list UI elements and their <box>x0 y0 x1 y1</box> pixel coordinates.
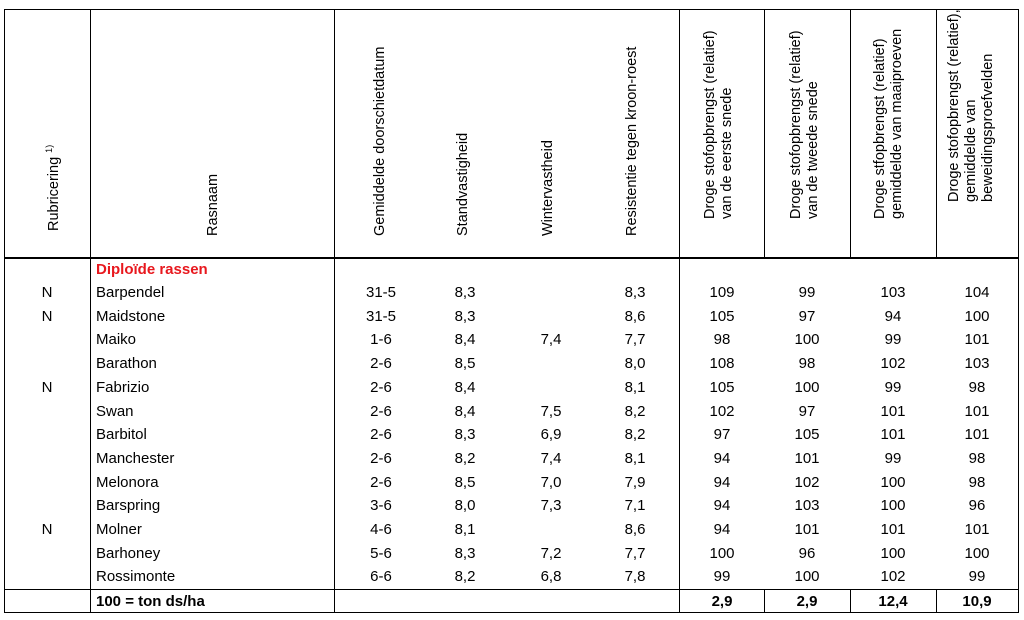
cell-maaiproeven: 101 <box>880 402 906 420</box>
cell-rasnaam: Maiko <box>96 331 137 349</box>
cell-eerste-snede: 100 <box>709 544 735 562</box>
cell-kroonroest: 8,2 <box>624 426 646 444</box>
cell-rubricering <box>4 400 90 424</box>
cell-standvastigheid: 8,4 <box>454 331 476 349</box>
cell-rubricering <box>4 423 90 447</box>
cell-standvastigheid: 8,2 <box>454 449 476 467</box>
cell-standvastigheid: 8,4 <box>454 378 476 396</box>
table-row <box>4 565 1019 589</box>
table-row <box>4 328 1019 352</box>
cell-tweede-snede: 105 <box>794 426 820 444</box>
cell-maaiproeven: 102 <box>880 568 906 586</box>
cell-rubricering <box>4 494 90 518</box>
cell-standvastigheid: 8,3 <box>454 544 476 562</box>
header-doorschietdatum: Gemiddelde doorschietdatum <box>372 46 388 236</box>
cell-beweiding: 98 <box>968 449 986 467</box>
cell-kroonroest: 8,6 <box>624 521 646 538</box>
cell-standvastigheid: 8,1 <box>454 521 476 538</box>
cell-tweede-snede: 100 <box>794 378 820 396</box>
cell-wintervastheid: 7,4 <box>540 331 562 349</box>
section-title: Diploïde rassen <box>96 261 208 278</box>
header-rasnaam: Rasnaam <box>205 173 221 236</box>
cell-rasnaam: Molner <box>96 521 142 538</box>
cell-tweede-snede: 97 <box>798 402 816 420</box>
cell-kroonroest: 8,0 <box>624 355 646 373</box>
variety-table <box>4 9 1019 613</box>
cell-maaiproeven: 99 <box>884 449 902 467</box>
cell-maaiproeven: 103 <box>880 284 906 301</box>
cell-kroonroest: 7,1 <box>624 497 646 515</box>
cell-maaiproeven: 102 <box>880 355 906 373</box>
cell-doorschietdatum: 4-6 <box>370 521 392 538</box>
header-eerste-snede: Droge stofopbrengst (relatief) van de eerste snede <box>702 30 735 219</box>
cell-kroonroest: 7,7 <box>624 544 646 562</box>
cell-eerste-snede: 94 <box>713 449 731 467</box>
cell-rasnaam: Rossimonte <box>96 568 176 586</box>
cell-eerste-snede: 105 <box>709 307 735 325</box>
cell-eerste-snede: 98 <box>713 331 731 349</box>
cell-beweiding: 96 <box>968 497 986 515</box>
cell-wintervastheid: 6,9 <box>540 426 562 444</box>
table-row <box>4 471 1019 495</box>
cell-eerste-snede: 97 <box>713 426 731 444</box>
cell-rasnaam: Manchester <box>96 449 175 467</box>
cell-wintervastheid: 7,4 <box>540 449 562 467</box>
cell-wintervastheid <box>524 518 578 542</box>
table-row <box>4 542 1019 566</box>
cell-doorschietdatum: 1-6 <box>370 331 392 349</box>
cell-rasnaam: Fabrizio <box>96 378 150 396</box>
cell-beweiding: 98 <box>968 473 986 491</box>
cell-rubricering: N <box>41 521 53 538</box>
cell-eerste-snede: 94 <box>713 473 731 491</box>
table-row <box>4 376 1019 400</box>
table-row <box>4 447 1019 471</box>
col-divider-maai <box>936 9 937 257</box>
cell-kroonroest: 8,3 <box>624 284 646 301</box>
cell-standvastigheid: 8,2 <box>454 568 476 586</box>
cell-kroonroest: 7,8 <box>624 568 646 586</box>
cell-standvastigheid: 8,3 <box>454 426 476 444</box>
cell-beweiding: 101 <box>964 426 990 444</box>
cell-doorschietdatum: 31-5 <box>365 307 397 325</box>
cell-eerste-snede: 99 <box>713 568 731 586</box>
header-maaiproeven: Droge stfopbrengst (relatief) gemiddelde van maaiproeven <box>872 28 905 219</box>
cell-doorschietdatum: 2-6 <box>370 473 392 491</box>
cell-eerste-snede: 94 <box>713 497 731 515</box>
cell-maaiproeven: 99 <box>884 378 902 396</box>
cell-wintervastheid: 7,2 <box>540 544 562 562</box>
cell-eerste-snede: 102 <box>709 402 735 420</box>
cell-rasnaam: Maidstone <box>96 307 166 325</box>
cell-maaiproeven: 94 <box>884 307 902 325</box>
cell-eerste-snede: 109 <box>709 284 735 301</box>
cell-standvastigheid: 8,4 <box>454 402 476 420</box>
footer-s1: 2,9 <box>711 593 733 610</box>
cell-doorschietdatum: 31-5 <box>365 284 397 301</box>
cell-tweede-snede: 102 <box>794 473 820 491</box>
cell-maaiproeven: 100 <box>880 473 906 491</box>
cell-eerste-snede: 105 <box>709 378 735 396</box>
cell-rubricering <box>4 447 90 471</box>
footer-label: 100 = ton ds/ha <box>96 593 205 610</box>
cell-wintervastheid <box>524 376 578 400</box>
cell-doorschietdatum: 2-6 <box>370 355 392 373</box>
cell-tweede-snede: 99 <box>798 284 816 301</box>
cell-standvastigheid: 8,0 <box>454 497 476 515</box>
table-row <box>4 518 1019 542</box>
cell-doorschietdatum: 2-6 <box>370 449 392 467</box>
col-divider-s1 <box>764 9 765 257</box>
cell-beweiding: 101 <box>964 331 990 349</box>
cell-wintervastheid: 6,8 <box>540 568 562 586</box>
cell-tweede-snede: 97 <box>798 307 816 325</box>
table-row <box>4 494 1019 518</box>
cell-rasnaam: Swan <box>96 402 134 420</box>
cell-rasnaam: Barhoney <box>96 544 161 562</box>
cell-tweede-snede: 98 <box>798 355 816 373</box>
cell-rubricering <box>4 542 90 566</box>
cell-tweede-snede: 103 <box>794 497 820 515</box>
cell-maaiproeven: 101 <box>880 521 906 538</box>
cell-eerste-snede: 94 <box>713 521 731 538</box>
table-row <box>4 352 1019 376</box>
cell-maaiproeven: 100 <box>880 544 906 562</box>
cell-beweiding: 98 <box>968 378 986 396</box>
cell-rasnaam: Barbitol <box>96 426 147 444</box>
header-wintervastheid: Wintervastheid <box>540 140 556 236</box>
footer-bew: 10,9 <box>962 593 992 610</box>
footer-maai: 12,4 <box>878 593 908 610</box>
cell-standvastigheid: 8,5 <box>454 355 476 373</box>
cell-beweiding: 101 <box>964 402 990 420</box>
header-tweede-snede: Droge stofopbrengst (relatief) van de tweede snede <box>788 30 821 219</box>
cell-kroonroest: 8,1 <box>624 378 646 396</box>
col-divider-s2 <box>850 9 851 257</box>
cell-wintervastheid <box>524 281 578 305</box>
cell-doorschietdatum: 3-6 <box>370 497 392 515</box>
cell-beweiding: 103 <box>964 355 990 373</box>
cell-doorschietdatum: 2-6 <box>370 378 392 396</box>
cell-tweede-snede: 101 <box>794 521 820 538</box>
cell-beweiding: 99 <box>968 568 986 586</box>
cell-kroonroest: 7,7 <box>624 331 646 349</box>
cell-wintervastheid: 7,0 <box>540 473 562 491</box>
cell-rubricering <box>4 352 90 376</box>
cell-doorschietdatum: 5-6 <box>370 544 392 562</box>
cell-rubricering <box>4 328 90 352</box>
cell-wintervastheid: 7,5 <box>540 402 562 420</box>
footer-s2: 2,9 <box>796 593 818 610</box>
cell-doorschietdatum: 6-6 <box>370 568 392 586</box>
cell-rubricering: N <box>41 284 53 301</box>
table-row <box>4 423 1019 447</box>
cell-rubricering: N <box>41 307 53 325</box>
footer-row <box>4 590 1019 614</box>
cell-wintervastheid <box>524 352 578 376</box>
cell-tweede-snede: 100 <box>794 568 820 586</box>
cell-doorschietdatum: 2-6 <box>370 426 392 444</box>
header-standvastigheid: Standvastigheid <box>455 132 471 236</box>
cell-kroonroest: 7,9 <box>624 473 646 491</box>
cell-standvastigheid: 8,3 <box>454 284 476 301</box>
cell-rasnaam: Barathon <box>96 355 157 373</box>
cell-doorschietdatum: 2-6 <box>370 402 392 420</box>
cell-beweiding: 100 <box>964 307 990 325</box>
cell-maaiproeven: 99 <box>884 331 902 349</box>
header-rubricering: Rubricering $^{1)}$ <box>44 144 62 231</box>
cell-standvastigheid: 8,5 <box>454 473 476 491</box>
header-kroonroest: Resistentie tegen kroon-roest <box>624 46 640 236</box>
cell-eerste-snede: 108 <box>709 355 735 373</box>
cell-standvastigheid: 8,3 <box>454 307 476 325</box>
cell-tweede-snede: 96 <box>798 544 816 562</box>
cell-rasnaam: Barpendel <box>96 284 165 301</box>
cell-kroonroest: 8,1 <box>624 449 646 467</box>
cell-kroonroest: 8,2 <box>624 402 646 420</box>
header-beweiding: Droge stofopbrengst (relatief), gemiddelde van beweidingsproefvelden <box>946 9 996 202</box>
cell-rubricering <box>4 565 90 589</box>
cell-tweede-snede: 100 <box>794 331 820 349</box>
cell-rubricering <box>4 471 90 495</box>
cell-rasnaam: Barspring <box>96 497 161 515</box>
cell-wintervastheid <box>524 305 578 329</box>
table-row <box>4 400 1019 424</box>
cell-wintervastheid: 7,3 <box>540 497 562 515</box>
cell-rubricering: N <box>41 378 53 396</box>
cell-beweiding: 100 <box>964 544 990 562</box>
cell-beweiding: 104 <box>964 284 990 301</box>
cell-kroonroest: 8,6 <box>624 307 646 325</box>
cell-tweede-snede: 101 <box>794 449 820 467</box>
cell-maaiproeven: 100 <box>880 497 906 515</box>
table-row <box>4 281 1019 305</box>
cell-rasnaam: Melonora <box>96 473 159 491</box>
table-row <box>4 305 1019 329</box>
cell-beweiding: 101 <box>964 521 990 538</box>
cell-maaiproeven: 101 <box>880 426 906 444</box>
